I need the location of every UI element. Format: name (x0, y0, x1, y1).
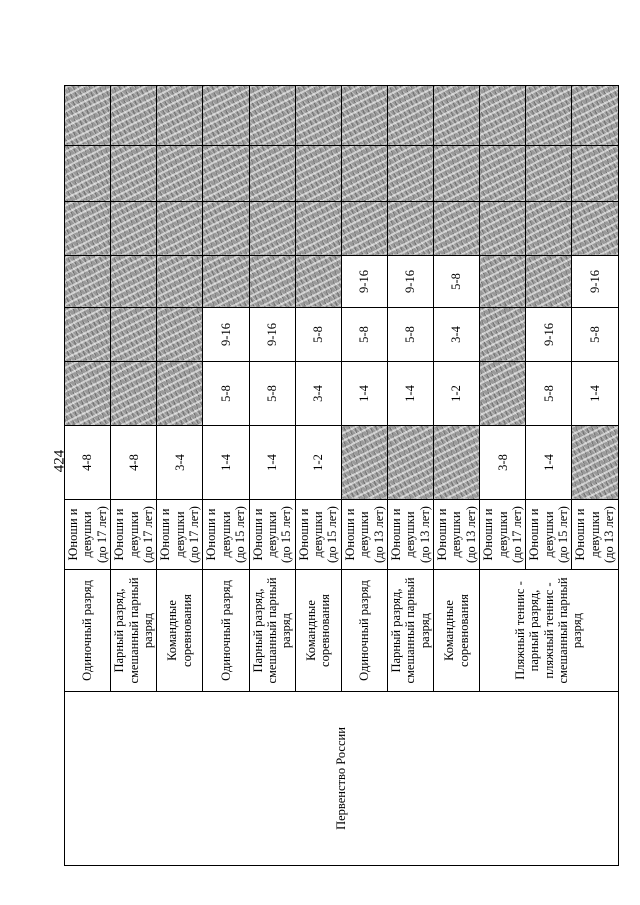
place-cell: 5-8 (341, 308, 387, 362)
age-group-cell: Юноши и девушки (до 15 лет) (526, 500, 572, 570)
shaded-cell (111, 202, 157, 256)
shaded-cell (387, 86, 433, 146)
shaded-cell (480, 202, 526, 256)
shaded-cell (249, 86, 295, 146)
rotated-page (64, 34, 617, 866)
age-group-cell: Юноши и девушки (до 17 лет) (480, 500, 526, 570)
place-cell: 5-8 (203, 362, 249, 426)
place-cell: 5-8 (434, 256, 480, 308)
shaded-cell (157, 308, 203, 362)
place-cell: 1-4 (203, 426, 249, 500)
shaded-cell (65, 146, 111, 202)
shaded-cell (249, 256, 295, 308)
shaded-cell (65, 362, 111, 426)
age-group-cell: Юноши и девушки (до 15 лет) (249, 500, 295, 570)
discipline-cell: Командные соревнования (157, 570, 203, 692)
age-group-cell: Юноши и девушки (до 17 лет) (65, 500, 111, 570)
place-cell: 3-8 (480, 426, 526, 500)
shaded-cell (434, 202, 480, 256)
shaded-cell (157, 202, 203, 256)
shaded-cell (157, 362, 203, 426)
shaded-cell (526, 256, 572, 308)
discipline-cell: Одиночный разряд (341, 570, 387, 692)
shaded-cell (203, 202, 249, 256)
shaded-cell (572, 202, 618, 256)
group-label: Первенство России (65, 692, 619, 866)
shaded-cell (572, 426, 618, 500)
shaded-cell (65, 256, 111, 308)
shaded-cell (526, 202, 572, 256)
shaded-cell (203, 146, 249, 202)
shaded-cell (341, 86, 387, 146)
age-group-cell: Юноши и девушки (до 13 лет) (434, 500, 480, 570)
place-cell: 3-4 (295, 362, 341, 426)
place-cell: 5-8 (249, 362, 295, 426)
shaded-cell (387, 146, 433, 202)
place-cell: 9-16 (526, 308, 572, 362)
discipline-cell: Одиночный разряд (65, 570, 111, 692)
shaded-cell (295, 86, 341, 146)
shaded-cell (434, 426, 480, 500)
place-cell: 3-4 (434, 308, 480, 362)
shaded-cell (111, 308, 157, 362)
shaded-cell (157, 146, 203, 202)
discipline-cell: Пляжный теннис - парный разряд, пляжный теннис - смешанный парный разряд (480, 570, 618, 692)
shaded-cell (111, 86, 157, 146)
shaded-cell (480, 146, 526, 202)
shaded-cell (111, 146, 157, 202)
shaded-cell (526, 146, 572, 202)
shaded-cell (480, 256, 526, 308)
place-cell: 9-16 (387, 256, 433, 308)
place-cell: 1-2 (295, 426, 341, 500)
shaded-cell (480, 308, 526, 362)
place-cell: 1-2 (434, 362, 480, 426)
place-cell: 4-8 (65, 426, 111, 500)
place-cell: 9-16 (203, 308, 249, 362)
shaded-cell (341, 426, 387, 500)
age-group-cell: Юноши и девушки (до 17 лет) (157, 500, 203, 570)
place-cell: 9-16 (341, 256, 387, 308)
age-group-cell: Юноши и девушки (до 13 лет) (572, 500, 618, 570)
discipline-cell: Командные соревнования (434, 570, 480, 692)
place-cell: 1-4 (341, 362, 387, 426)
age-group-cell: Юноши и девушки (до 17 лет) (111, 500, 157, 570)
place-cell: 1-4 (572, 362, 618, 426)
discipline-cell: Одиночный разряд (203, 570, 249, 692)
age-group-cell: Юноши и девушки (до 13 лет) (341, 500, 387, 570)
shaded-cell (387, 202, 433, 256)
page-number-text: 424 (51, 449, 68, 473)
shaded-cell (434, 86, 480, 146)
ranking-table (64, 33, 619, 866)
shaded-cell (387, 426, 433, 500)
shaded-cell (480, 362, 526, 426)
place-cell: 9-16 (572, 256, 618, 308)
shaded-cell (572, 86, 618, 146)
table-row (65, 34, 111, 866)
shaded-cell (249, 146, 295, 202)
shaded-cell (65, 308, 111, 362)
place-cell: 5-8 (572, 308, 618, 362)
shaded-cell (295, 202, 341, 256)
place-cell: 4-8 (111, 426, 157, 500)
place-cell: 1-4 (387, 362, 433, 426)
shaded-cell (434, 146, 480, 202)
shaded-cell (249, 202, 295, 256)
discipline-cell: Парный разряд, смешанный парный разряд (387, 570, 433, 692)
shaded-cell (572, 146, 618, 202)
discipline-cell: Командные соревнования (295, 570, 341, 692)
shaded-cell (295, 256, 341, 308)
place-cell: 5-8 (295, 308, 341, 362)
discipline-cell: Парный разряд, смешанный парный разряд (111, 570, 157, 692)
place-cell: 1-4 (526, 426, 572, 500)
shaded-cell (157, 86, 203, 146)
age-group-cell: Юноши и девушки (до 13 лет) (387, 500, 433, 570)
shaded-cell (480, 86, 526, 146)
shaded-cell (295, 146, 341, 202)
shaded-cell (111, 362, 157, 426)
shaded-cell (203, 86, 249, 146)
shaded-cell (341, 146, 387, 202)
shaded-cell (341, 202, 387, 256)
shaded-cell (65, 86, 111, 146)
place-cell: 1-4 (249, 426, 295, 500)
shaded-cell (157, 256, 203, 308)
place-cell: 5-8 (526, 362, 572, 426)
shaded-cell (203, 256, 249, 308)
discipline-cell: Парный разряд, смешанный парный разряд (249, 570, 295, 692)
shaded-cell (526, 86, 572, 146)
place-cell: 9-16 (249, 308, 295, 362)
place-cell: 3-4 (157, 426, 203, 500)
age-group-cell: Юноши и девушки (до 15 лет) (295, 500, 341, 570)
shaded-cell (65, 202, 111, 256)
shaded-cell (111, 256, 157, 308)
place-cell: 5-8 (387, 308, 433, 362)
age-group-cell: Юноши и девушки (до 15 лет) (203, 500, 249, 570)
